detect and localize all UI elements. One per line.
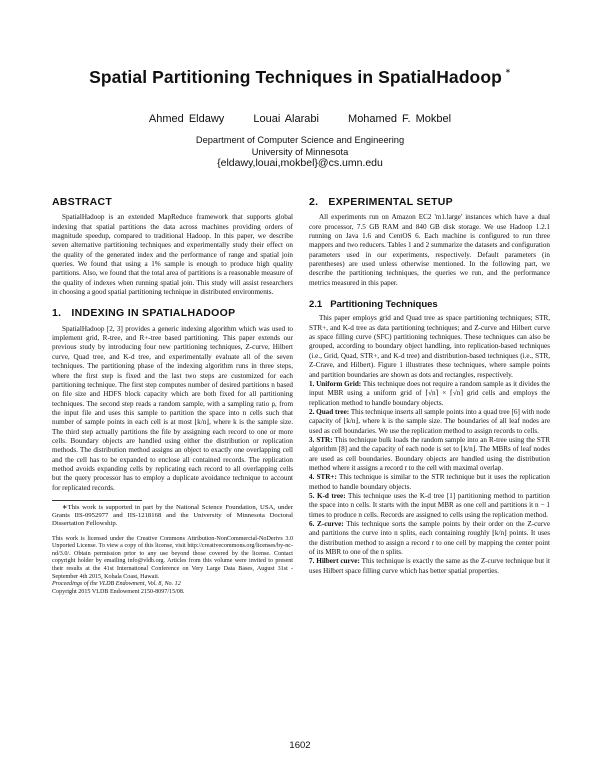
license-notice: This work is licensed under the Creative Commons Attribution-NonCommercial-NoDerivs 3.0 Unported License. To view a copy of this license, visit http://creativecommons.org/licenses/by-nc-nd/3.0/. Obtain permission prior to any use beyond those covered by the license. Contact copyright holder by emailing info@vldb.org. Articles from this volume were invited to present their results at the 41st International Conference on Very Large Data Bases, August 31st - September 4th 2015, Kohala Coast, Hawaii. <box>52 535 293 580</box>
section-1-heading: 1. INDEXING IN SPATIALHADOOP <box>52 307 236 320</box>
list-item: 5. K-d tree: This technique uses the K-d tree [1] partitioning method to partition the space into n cells. It starts with the input MBR as one cell and partitions it n − 1 times to produce n cells. Records are assigned to cells using the replication method. <box>309 491 551 519</box>
list-item: 7. Hilbert curve: This technique is exactly the same as the Z-curve technique but it uses Hilbert space filling curve which has better spatial properties. <box>309 557 551 575</box>
author-list <box>0 113 600 125</box>
section-2-1-intro: This paper employs grid and Quad tree as space partitioning techniques; STR, STR+, and K-d tree as data partitioning techniques; and Z-curve and Hilbert curve as space filling curve (SFC) partitioning techniques. These techniques can also be grouped, according to boundary object handling, into replication-based techniques (i.e., Grid, Quad, STR+, and K-d tree) and distribution-based techniques (i.e., STR, Z-Crave, and Hilbert). Figure 1 illustrates these techniques, where sample points and partition boundaries are shown as dots and rectangles, respectively. <box>309 314 550 379</box>
list-item: 4. STR+: This technique is similar to the STR technique but it uses the replication method to handle boundary objects. <box>309 473 551 491</box>
abstract-heading: ABSTRACT <box>52 196 113 208</box>
author-name: Louai Alarabi <box>253 113 319 125</box>
affiliation-department: Department of Computer Science and Engineering <box>195 135 405 145</box>
author-name: Ahmed Eldawy <box>148 113 225 125</box>
author-name: Mohamed F. Mokbel <box>348 113 452 125</box>
affiliation <box>0 135 600 170</box>
paper-title: Spatial Partitioning Techniques in SpatialHadoop ∗ <box>89 67 511 87</box>
list-item: 1. Uniform Grid: This technique does not require a random sample as it divides the input MBR using a uniform grid of ⌈√n⌉ × ⌈√n⌉ grid cells and employs the replication method to handle boundary objects. <box>309 379 550 407</box>
list-item: 6. Z-curve: This technique sorts the sample points by their order on the Z-curve and partitions the curve into n splits, each containing roughly ⌊k/n⌋ points. It uses the distribution method to assign a record r to one cell by mapping the center point of its MBR to one of the n splits. <box>309 520 550 557</box>
affiliation-university: University of Minnesota <box>251 146 349 157</box>
section-2-text: All experiments run on Amazon EC2 'm1.large' instances which have a dual core processor, 7.5 GB RAM and 840 GB disk storage. We use Hadoop 1.2.1 running on Java 1.6 and CentOS 6. Each machine is configured to run three mappers and two reducers. Tables 1 and 2 summarize the datasets and configuration parameters used in our experiments, respectively. Default parameters (in parentheses) are used unless otherwise mentioned. In the following part, we describe the partitioning techniques, the queries we run, and the performance metrics measured in this paper. <box>309 213 550 287</box>
title-footnote-mark: ∗ <box>504 68 511 75</box>
left-column <box>52 198 293 596</box>
section-1-text: SpatialHadoop [2, 3] provides a generic indexing algorithm which was used to implement grid, R-tree, and R+-tree based partitioning. This paper extends our previous study by introducing four new partitioning techniques, Z-curve, Hilbert curve, Quad tree, and K-d tree, and experimentally evaluate all of the seven techniques. The partitioning phase of the indexing algorithm runs in three steps, where the first step is fixed and the last two steps are customized for each partitioning technique. The first step computes number of desired partitions n based on file size and HDFS block capacity which are both fixed for all partitioning techniques. The second step reads a random sample, with a sampling ratio ρ, from the input file and uses this sample to partition the space into n cells such that number of sample points in each cell is at most ⌊k/n⌋, where k is the sample size. The third step actually partitions the file by assigning each record to one or more cells. Boundary objects are handled using either the distribution or replication methods. The distribution method assigns an object to exactly one overlapping cell and the cell has to be expanded to enclose all contained records. The replication method avoids expanding cells by replicating each record to all overlapping cells but the query processor has to employ a duplicate avoidance technique to account for replicated records. <box>52 324 293 492</box>
list-item: 3. STR: This technique bulk loads the random sample into an R-tree using the STR algorithm [8] and the capacity of each node is set to ⌊k/n⌋. The MBRs of leaf nodes are used as cell boundaries. Boundary objects are handled using the distribution method where it assigns a record r to the cell with maximal overlap. <box>309 435 550 472</box>
section-2-heading: 2. EXPERIMENTAL SETUP <box>309 196 453 208</box>
list-item: 2. Quad tree: This technique inserts all sample points into a quad tree [6] with node capacity of ⌊k/n⌋, where k is the sample size. The boundaries of all leaf nodes are used as cell boundaries. We use the replication method to assign records to cells. <box>309 407 550 435</box>
footnote-divider <box>52 500 142 501</box>
proceedings-line: Proceedings of the VLDB Endowment, Vol. 8, No. 12 <box>52 581 181 588</box>
funding-footnote: ∗This work is supported in part by the National Science Foundation, USA, under Grants IIS-0952977 and IIS-1218168 and the University of Minnesota Doctoral Dissertation Fellowship. <box>52 503 293 528</box>
section-2-1-heading: 2.1 Partitioning Techniques <box>309 299 438 311</box>
author-email: {eldawy,louai,mokbel}@cs.umn.edu <box>217 157 383 169</box>
page-number: 1602 <box>289 740 311 751</box>
right-column <box>309 198 550 576</box>
copyright-line: Copyright 2015 VLDB Endowment 2150-8097/15/08. <box>52 588 185 595</box>
abstract-text: SpatialHadoop is an extended MapReduce framework that supports global indexing that spatial partitions the data across machines providing orders of magnitude speedup, compared to traditional Hadoop. In this paper, we describe seven alternative partitioning techniques and experimentally study their effect on the quality of the generated index and the performance of range and spatial join queries. We found that using a 1% sample is enough to produce high quality partitions. Also, we found that the total area of partitions is a reasonable measure of the quality of indexes when running spatial join. This study will assist researchers in choosing a good spatial partitioning technique in distributed environments. <box>52 213 293 297</box>
